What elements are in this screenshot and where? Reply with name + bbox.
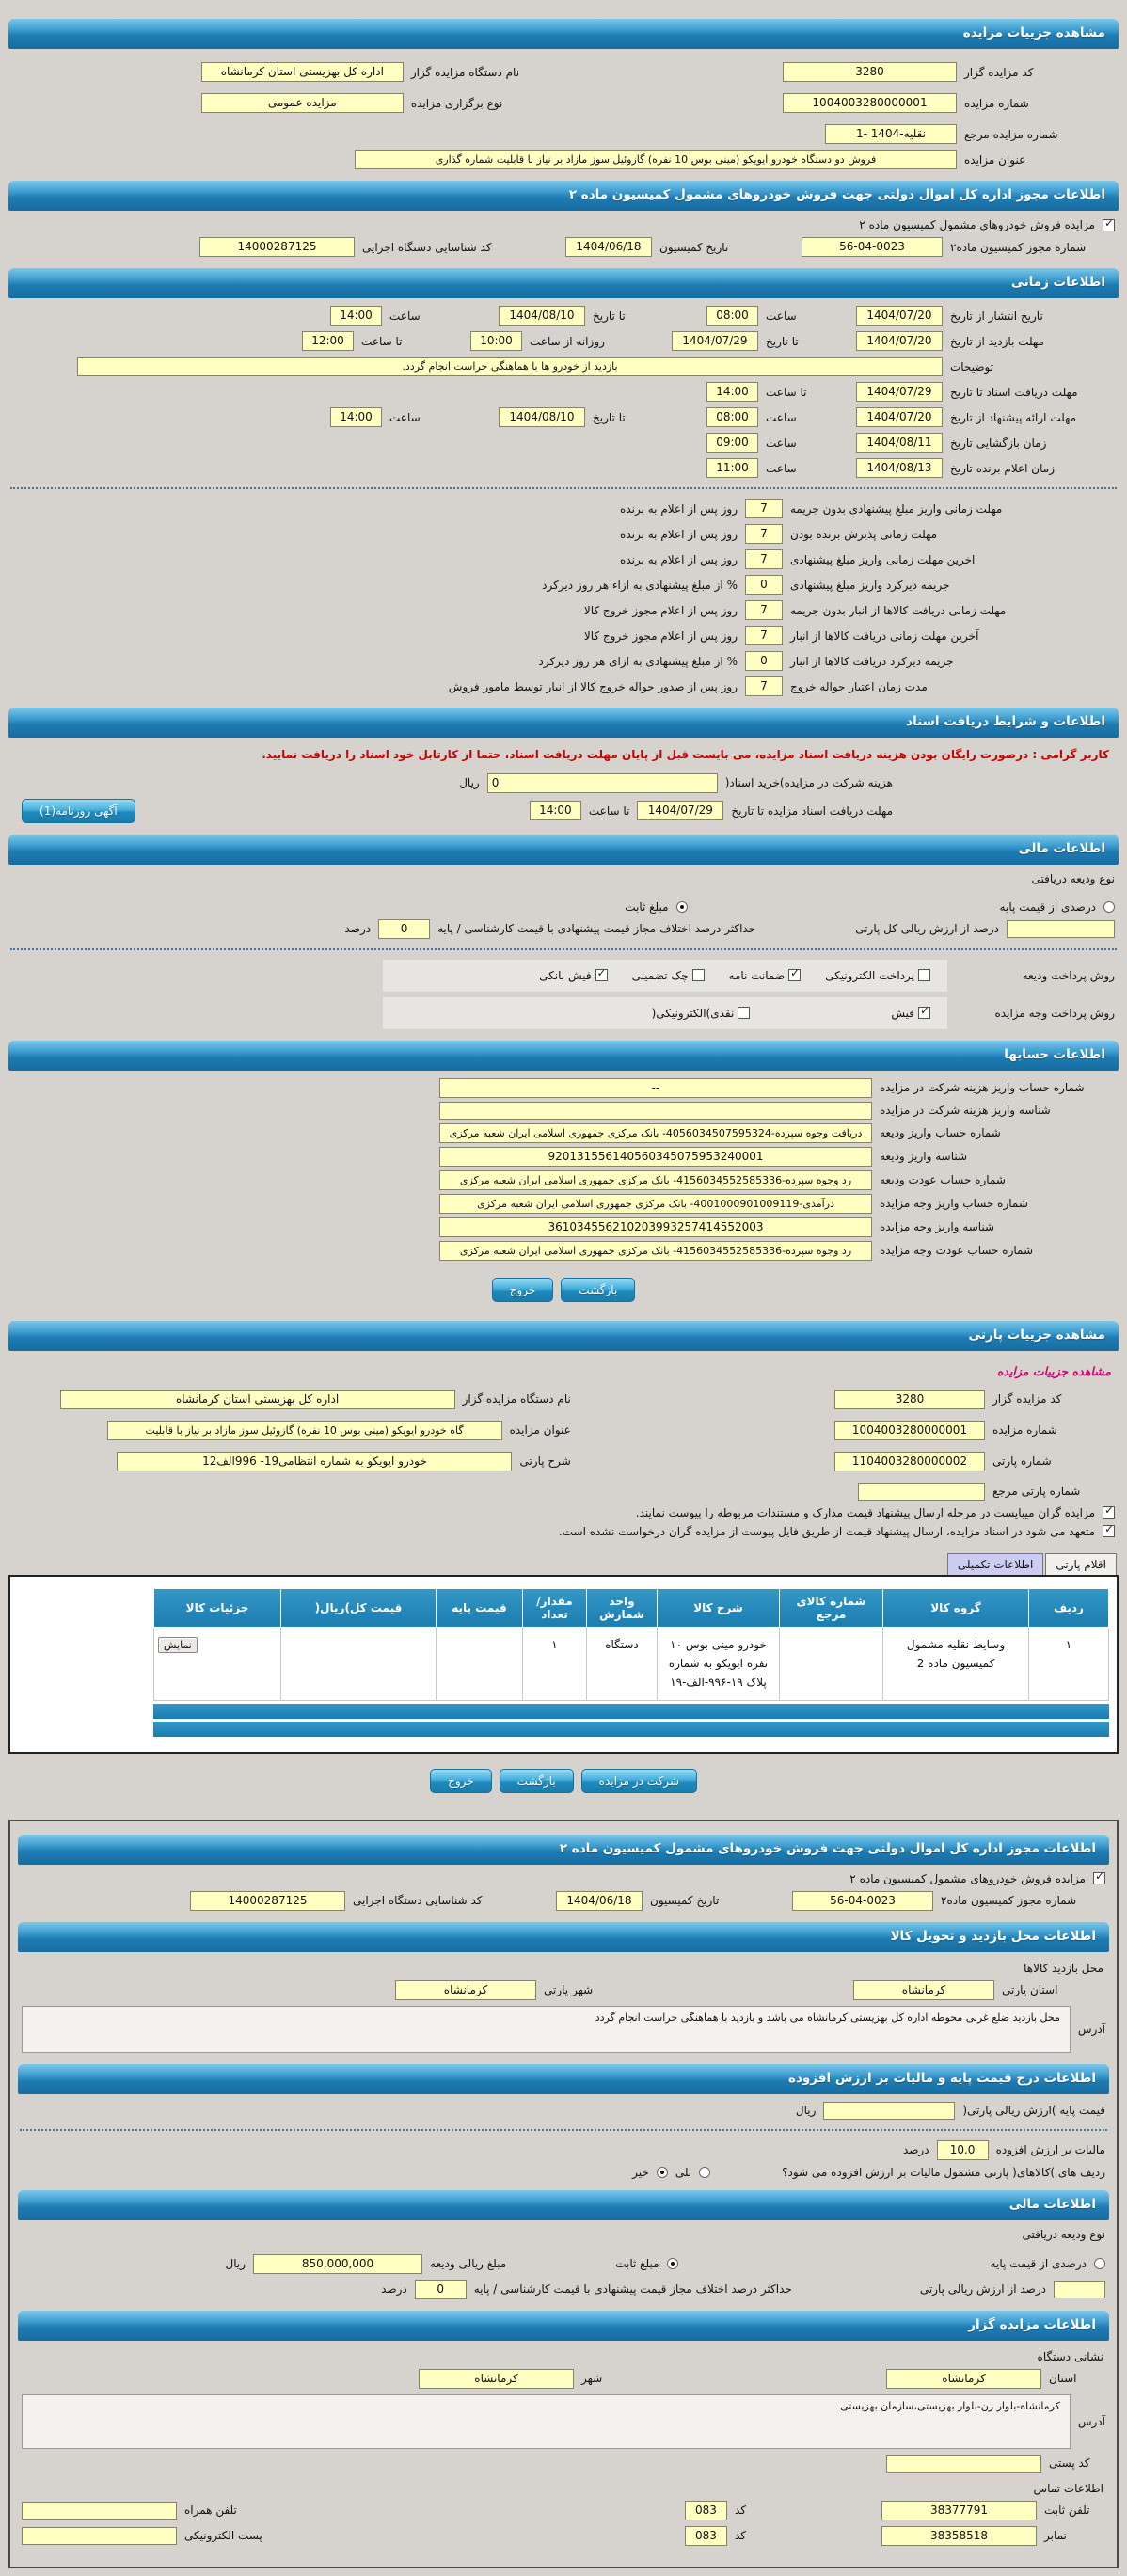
deposit-pay-method-label: روش پرداخت ودیعه <box>1022 968 1115 982</box>
commission-date-field[interactable]: 1404/06/18 <box>565 237 652 257</box>
docs-receive-deadline-label: مهلت دریافت اسناد مزایده تا تاریخ <box>731 803 893 818</box>
table-footer-bar <box>153 1722 1109 1737</box>
fax-code-field[interactable]: 083 <box>685 2526 727 2546</box>
max-diff-field[interactable]: 0 <box>415 2280 467 2299</box>
term-days-field[interactable]: 7 <box>745 499 783 518</box>
bank-receipt-checkbox[interactable] <box>595 969 608 981</box>
auction-type-label: نوع برگزاری مزایده <box>410 96 503 110</box>
back-button[interactable]: بازگشت <box>500 1769 574 1793</box>
auction-number-field[interactable]: 1004003280000001 <box>783 93 957 113</box>
account-label: شناسه واریز هزینه شرکت در مزایده <box>880 1104 1051 1118</box>
auction-subject-label: عنوان مزایده <box>964 152 1026 167</box>
term-label: جریمه دیرکرد دریافت کالاها از انبار <box>790 654 954 668</box>
visit-deadline-label: مهلت بازدید از تاریخ <box>950 334 1044 348</box>
account-label: شماره حساب واریز هزینه شرکت در مزایده <box>880 1081 1085 1095</box>
term-label: مدت زمان اعتبار حواله خروج <box>790 679 928 693</box>
winner-announce-label: زمان اعلام برنده تاریخ <box>950 461 1055 475</box>
percent-of-base-radio[interactable] <box>1103 901 1115 913</box>
auctioneer-code-label: کد مزایده گزار <box>964 65 1034 79</box>
commission-date-label: تاریخ کمیسیون <box>650 1894 720 1908</box>
commission-date-label: تاریخ کمیسیون <box>659 240 729 254</box>
party-details-header: مشاهده جزییات پارتی <box>8 1321 1119 1351</box>
auction-details-section <box>8 19 1119 1302</box>
party-auctioneer-code-field[interactable]: 3280 <box>834 1390 985 1409</box>
account-label: شماره حساب واریز ودیعه <box>880 1126 1001 1140</box>
docs-deadline-label: مهلت دریافت اسناد تا تاریخ <box>950 385 1078 399</box>
deposit-return-account-field[interactable]: رد وجوه سپرده-4156034552585336- بانک مرکزی جمهوری اسلامی ایران شعبه مرکزی <box>439 1170 872 1190</box>
permit-number-field[interactable]: 56-04-0023 <box>802 237 943 257</box>
visit-from-date-field[interactable]: 1404/07/20 <box>856 331 943 351</box>
party-auctioneer-name-label: نام دستگاه مزایده گزار <box>462 1392 571 1407</box>
notes-field[interactable]: بازدید از خودرو ها با هماهنگی حراست انجام گردد. <box>77 357 943 376</box>
party-number-label: شماره پارتی <box>992 1455 1052 1469</box>
offer-deadline-label: مهلت ارائه پیشنهاد از تاریخ <box>950 410 1077 424</box>
auction-ref-field[interactable]: نقلیه-1404 -1 <box>825 124 957 144</box>
cell-goods-ref <box>780 1627 883 1700</box>
docs-deadline-time-field[interactable]: 14:00 <box>706 382 758 402</box>
mobile-label: تلفن همراه <box>184 2504 237 2518</box>
docs-warning-text: کاربر گرامی : درصورت رایگان بودن هزینه دریافت اسناد مزایده، می بایست قبل از پایان مهلت دریافت اسناد، حتما از کارتابل خود اسناد را دریافت نمایید. <box>262 748 1109 761</box>
col-quantity: مقدار/ تعداد <box>523 1588 587 1627</box>
col-total-price: قیمت کل)ریال( <box>281 1588 437 1627</box>
daily-from-hour-label: روزانه از ساعت <box>530 334 605 348</box>
attach-docs-checkbox[interactable] <box>1103 1506 1115 1519</box>
winner-date-field[interactable]: 1404/08/13 <box>856 458 943 478</box>
term-suffix: روز پس از اعلام به برنده <box>620 527 738 541</box>
vat-no-radio[interactable] <box>657 2167 668 2178</box>
rial-label: ریال <box>225 2257 246 2271</box>
auction-ref-label: شماره مزایده مرجع <box>964 127 1058 141</box>
docs-receive-date-field[interactable]: 1404/07/29 <box>637 801 723 820</box>
publish-from-time-field[interactable]: 08:00 <box>706 306 758 326</box>
offer-from-date-field[interactable]: 1404/07/20 <box>856 407 943 427</box>
term-suffix: روز پس از اعلام مجوز خروج کالا <box>583 628 738 643</box>
party-desc-field[interactable]: خودرو ایویکو به شماره انتظامی19- 996الف12 <box>117 1452 512 1471</box>
party-value-percent-field[interactable] <box>1007 920 1115 938</box>
hour-label: ساعت <box>389 309 421 323</box>
dotted-separator <box>10 487 1117 489</box>
electronic-payment-label: پرداخت الکترونیکی <box>825 968 914 982</box>
term-label: مهلت زمانی پذیرش برنده بودن <box>790 527 938 541</box>
account-label: شماره حساب عودت ودیعه <box>880 1173 1006 1187</box>
show-details-button[interactable]: نمایش <box>158 1637 198 1653</box>
term-days-field[interactable]: 7 <box>745 524 783 544</box>
cell-count-unit: دستگاه <box>587 1627 658 1700</box>
party-items-tablebox <box>8 1575 1119 1754</box>
vat-yes-radio[interactable] <box>699 2167 710 2178</box>
province-field[interactable]: کرمانشاه <box>886 2369 1041 2389</box>
fixed-amount-radio-label: مبلغ ثابت <box>615 2257 659 2271</box>
auction-pay-method-panel <box>383 997 947 1029</box>
until-date-label: تا تاریخ <box>766 334 799 348</box>
agency-address-textarea[interactable]: کرمانشاه-بلوار زن-بلوار بهزیستی،سازمان بهزیستی <box>22 2394 1071 2449</box>
cell-quantity: ۱ <box>523 1627 587 1700</box>
term-percent-field[interactable]: 0 <box>745 651 783 671</box>
deposit-type-label: نوع ودیعه دریافتی <box>1022 2227 1105 2241</box>
postal-code-field[interactable] <box>886 2455 1041 2473</box>
term-suffix: % از مبلغ پیشنهادی به ازاء هر روز دیرکرد <box>542 578 738 592</box>
term-days-field[interactable]: 7 <box>745 676 783 696</box>
agency-code-field[interactable]: 14000287125 <box>190 1891 345 1911</box>
visit-location-subtitle: محل بازدید کالاها <box>1024 1961 1103 1975</box>
party-tabs <box>10 1553 1117 1575</box>
agency-code-label: کد شناسایی دستگاه اجرایی <box>353 1894 483 1908</box>
publish-from-date-field[interactable]: 1404/07/20 <box>856 306 943 326</box>
party-auction-number-label: شماره مزایده <box>992 1423 1057 1438</box>
docs-deadline-date-field[interactable]: 1404/07/29 <box>856 382 943 402</box>
auction-pay-method-label: روش پرداخت وجه مزایده <box>994 1006 1115 1020</box>
party-ref-label: شماره پارتی مرجع <box>992 1485 1081 1499</box>
term-percent-field[interactable]: 0 <box>745 575 783 595</box>
fixed-amount-radio-label: مبلغ ثابت <box>625 899 669 914</box>
fax-code-label: کد <box>734 2529 746 2543</box>
deposit-id-field[interactable]: 920131556140560345075953240001 <box>439 1147 872 1167</box>
opening-time-label: زمان بازگشایی تاریخ <box>950 436 1047 450</box>
account-label: شناسه واریز وجه مزایده <box>880 1220 995 1234</box>
term-label: آخرین مهلت زمانی دریافت کالاها از انبار <box>790 628 979 643</box>
deposit-type-label: نوع ودیعه دریافتی <box>1031 871 1115 885</box>
permit-section-header: اطلاعات مجوز اداره کل اموال دولتی جهت فروش خودروهای مشمول کمیسیون ماده ۲ <box>8 181 1119 211</box>
docs-terms-header: اطلاعات و شرایط دریافت اسناد <box>8 708 1119 738</box>
until-hour-label: تا ساعت <box>361 334 403 348</box>
party-auction-number-field[interactable]: 1004003280000001 <box>834 1421 985 1440</box>
hour-label: ساعت <box>766 309 797 323</box>
base-price-field[interactable] <box>823 2102 955 2120</box>
term-label: جریمه دیرکرد واریز مبلغ پیشنهادی <box>790 578 950 592</box>
attach-docs-checkbox-label: مزایده گران میبایست در مرحله ارسال پیشنهاد قیمت مدارک و مستندات مربوطه را پیوست نمایند. <box>635 1505 1095 1519</box>
auctioneer-name-label: نام دستگاه مزایده گزار <box>410 65 520 79</box>
term-days-field[interactable]: 7 <box>745 626 783 645</box>
participation-fee-field[interactable]: 0 <box>487 773 718 793</box>
phone-field[interactable]: 38377791 <box>881 2501 1037 2520</box>
percent-label: درصد <box>902 2143 929 2157</box>
fax-field[interactable]: 38358518 <box>881 2526 1037 2546</box>
phone-code-label: کد <box>734 2504 746 2518</box>
visit-to-time-field[interactable]: 12:00 <box>302 331 354 351</box>
exit-button[interactable]: خروج <box>492 1278 554 1302</box>
hour-label: ساعت <box>766 461 797 475</box>
max-diff-label: حداکثر درصد اختلاف مجاز قیمت پیشنهادی با قیمت کارشناسی / پایه <box>437 922 756 936</box>
term-suffix: روز پس از اعلام به برنده <box>620 552 738 566</box>
auctioneer-info-header: اطلاعات مزایده گزار <box>18 2311 1109 2341</box>
col-goods-desc: شرح کالا <box>658 1588 780 1627</box>
vat-yes-label: بلی <box>675 2165 692 2179</box>
term-label: مهلت زمانی واریز مبلغ پیشنهادی بدون جریمه <box>790 501 1003 516</box>
deposit-amount-label: مبلغ ریالی ودیعه <box>430 2257 507 2271</box>
visit-from-time-field[interactable]: 10:00 <box>470 331 522 351</box>
party-items-table <box>153 1588 1109 1701</box>
auctioneer-name-field[interactable]: اداره کل بهزیستی استان کرمانشاه <box>201 62 404 82</box>
term-suffix: روز پس از اعلام به برنده <box>620 501 738 516</box>
rial-label: ریال <box>459 776 480 790</box>
term-suffix: روز پس از اعلام مجوز خروج کالا <box>583 603 738 617</box>
max-diff-label: حداکثر درصد اختلاف مجاز قیمت پیشنهادی با قیمت کارشناسی / پایه <box>473 2282 792 2297</box>
cell-total-price <box>281 1627 437 1700</box>
agency-code-label: کد شناسایی دستگاه اجرایی <box>362 240 492 254</box>
tab-party-items[interactable]: اقلام پارتی <box>1045 1553 1117 1575</box>
offer-to-time-field[interactable]: 14:00 <box>330 407 382 427</box>
col-row-number: ردیف <box>1029 1588 1109 1627</box>
offer-to-date-field[interactable]: 1404/08/10 <box>499 407 585 427</box>
certified-check-checkbox[interactable] <box>692 969 705 981</box>
fax-label: نمابر <box>1044 2529 1067 2543</box>
winner-time-field[interactable]: 11:00 <box>706 458 758 478</box>
certified-check-label: چک تضمینی <box>631 968 689 982</box>
party-value-percent-field[interactable] <box>1054 2281 1105 2298</box>
party-value-percent-label: درصد از ارزش ریالی پارتی <box>919 2282 1046 2297</box>
exit-button[interactable]: خروج <box>430 1769 492 1793</box>
auction-pay-account-field[interactable]: درآمدی-4001000901009119- بانک مرکزی جمهوری اسلامی ایران شعبه مرکزی <box>439 1194 872 1214</box>
until-date-label: تا تاریخ <box>593 410 626 424</box>
hour-label: ساعت <box>766 436 797 450</box>
offer-from-time-field[interactable]: 08:00 <box>706 407 758 427</box>
tab-additional-info[interactable]: اطلاعات تکمیلی <box>947 1553 1043 1575</box>
col-goods-details: جزئیات کالا <box>154 1588 281 1627</box>
term-days-field[interactable]: 7 <box>745 600 783 620</box>
cell-goods-group: وسایط نقلیه مشمول کمیسیون ماده 2 <box>883 1627 1029 1700</box>
participation-fee-label: هزینه شرکت در مزایده)خرید اسناد( <box>724 776 893 790</box>
opening-time-field[interactable]: 09:00 <box>706 433 758 453</box>
account-label: شماره حساب واریز وجه مزایده <box>880 1197 1028 1211</box>
auction-details-header: مشاهده جزییات مزایده <box>8 19 1119 49</box>
party-info-box <box>8 1820 1119 2568</box>
phone-code-field[interactable]: 083 <box>685 2501 727 2520</box>
visit-address-label: آدرس <box>1077 2022 1105 2036</box>
postal-code-label: کد پستی <box>1049 2457 1090 2471</box>
max-diff-field[interactable]: 0 <box>378 919 430 939</box>
account-label: شماره حساب عودت وجه مزایده <box>880 1244 1034 1258</box>
party-details-section <box>8 1321 1119 1793</box>
guarantee-checkbox[interactable] <box>788 969 801 981</box>
phone-label: تلفن ثابت <box>1044 2504 1090 2518</box>
party-number-field[interactable]: 1104003280000002 <box>834 1452 985 1471</box>
vat-field[interactable]: 10.0 <box>937 2140 989 2160</box>
until-hour-label: تا ساعت <box>588 803 630 818</box>
auctioneer-code-field[interactable]: 3280 <box>783 62 957 82</box>
table-row <box>154 1627 1109 1700</box>
account-label: شناسه واریز ودیعه <box>880 1150 968 1164</box>
vat-question-label: ردیف های )کالاهای( پارتی مشمول مالیات بر ارزش افزوده می شود؟ <box>782 2165 1105 2179</box>
base-price-label: قیمت پایه )ارزش ریالی پارتی( <box>962 2104 1105 2118</box>
hour-label: ساعت <box>766 410 797 424</box>
rial-label: ریال <box>795 2104 817 2118</box>
accounts-section-header: اطلاعات حسابها <box>8 1041 1119 1071</box>
party-auctioneer-code-label: کد مزایده گزار <box>992 1392 1062 1407</box>
term-days-field[interactable]: 7 <box>745 549 783 569</box>
permit-number-label: شماره مجوز کمیسیون ماده۲ <box>941 1894 1077 1908</box>
party-city-label: شهر پارتی <box>544 1983 594 1997</box>
receipt-label: فیش <box>891 1006 914 1020</box>
commission-date-field[interactable]: 1404/06/18 <box>556 1891 643 1911</box>
term-suffix: % از مبلغ پیشنهادی به ازای هر روز دیرکرد <box>538 654 738 668</box>
auction-return-account-field[interactable]: رد وجوه سپرده-4156034552585336- بانک مرکزی جمهوری اسلامی ایران شعبه مرکزی <box>439 1241 872 1261</box>
dotted-separator <box>10 948 1117 950</box>
bottom-finance-header: اطلاعات مالی <box>18 2190 1109 2220</box>
auction-subject-field[interactable]: فروش دو دستگاه خودرو ایویکو (مینی بوس 10 نفره) گازوئیل سوز مازاد بر نیاز با قابلیت شماره گذاری <box>355 150 957 169</box>
deposit-account-field[interactable]: دریافت وجوه سپرده-4056034507595324- بانک مرکزی جمهوری اسلامی ایران شعبه مرکزی <box>439 1123 872 1143</box>
city-label: شهر <box>581 2372 603 2386</box>
party-province-label: استان پارتی <box>1002 1983 1058 1997</box>
col-goods-ref-number: شماره کالای مرجع <box>780 1588 883 1627</box>
notes-label: توضیحات <box>950 359 994 374</box>
mobile-field[interactable] <box>22 2502 177 2520</box>
party-auction-subject-label: عنوان مزایده <box>509 1423 571 1438</box>
no-file-offer-checkbox[interactable] <box>1103 1525 1115 1537</box>
email-label: پست الکترونیکی <box>184 2529 262 2543</box>
visit-location-header: اطلاعات محل بازدید و تحویل کالا <box>18 1922 1109 1952</box>
col-goods-group: گروه کالا <box>883 1588 1029 1627</box>
cell-base-price <box>437 1627 523 1700</box>
city-field[interactable]: کرمانشاه <box>419 2369 574 2389</box>
party-desc-label: شرح پارتی <box>519 1455 571 1469</box>
percent-label: درصد <box>344 922 372 936</box>
table-footer-bar <box>153 1704 1109 1719</box>
vat-no-label: خیر <box>632 2165 649 2179</box>
fixed-amount-radio[interactable] <box>676 901 688 913</box>
percent-label: درصد <box>381 2282 407 2297</box>
province-label: استان <box>1049 2372 1077 2386</box>
auction-number-label: شماره مزایده <box>964 96 1029 110</box>
vat-label: مالیات بر ارزش افزوده <box>995 2143 1105 2157</box>
agency-address-label: آدرس <box>1077 2414 1105 2428</box>
term-suffix: روز پس از صدور حواله خروج کالا از انبار توسط مامور فروش <box>448 679 738 693</box>
hour-label: ساعت <box>389 410 421 424</box>
until-hour-label: تا ساعت <box>766 385 807 399</box>
receipt-checkbox[interactable] <box>918 1007 930 1019</box>
percent-of-base-radio[interactable] <box>1094 2258 1105 2269</box>
publish-date-label: تاریخ انتشار از تاریخ <box>950 309 1043 323</box>
no-file-offer-checkbox-label: متعهد می شود در اسناد مزایده، ارسال پیشنهاد قیمت از طریق فایل پیوست از مزایده گران درخواست نشده است. <box>558 1524 1095 1538</box>
guarantee-label: ضمانت نامه <box>728 968 786 982</box>
agency-code-field[interactable]: 14000287125 <box>199 237 355 257</box>
electronic-payment-checkbox[interactable] <box>918 969 930 981</box>
back-button[interactable]: بازگشت <box>561 1278 635 1302</box>
cash-electronic-checkbox[interactable] <box>738 1007 750 1019</box>
fixed-amount-radio[interactable] <box>667 2258 678 2269</box>
article2-checkbox[interactable] <box>1103 219 1115 231</box>
permit-number-field[interactable]: 56-04-0023 <box>792 1891 933 1911</box>
auction-pay-id-field[interactable]: 361034556210203993257414552003 <box>439 1217 872 1237</box>
party-province-field[interactable]: کرمانشاه <box>853 1980 994 2000</box>
visit-to-date-field[interactable]: 1404/07/29 <box>672 331 758 351</box>
until-date-label: تا تاریخ <box>593 309 626 323</box>
party-auctioneer-name-field[interactable]: اداره کل بهزیستی استان کرمانشاه <box>60 1390 455 1409</box>
percent-of-base-radio-label: درصدی از قیمت پایه <box>999 899 1096 914</box>
contact-info-subtitle: اطلاعات تماس <box>1033 2481 1103 2495</box>
term-label: اخرین مهلت زمانی واریز مبلغ پیشنهادی <box>790 552 976 566</box>
newspaper-ad-button[interactable]: آگهی روزنامه(1) <box>22 799 135 823</box>
cell-row-number: ۱ <box>1029 1627 1109 1700</box>
publish-to-time-field[interactable]: 14:00 <box>330 306 382 326</box>
fee-deposit-id-field[interactable] <box>439 1102 872 1120</box>
bank-receipt-label: فیش بانکی <box>539 968 592 982</box>
party-city-field[interactable]: کرمانشاه <box>395 1980 536 2000</box>
party-ref-field[interactable] <box>858 1483 985 1501</box>
email-field[interactable] <box>22 2527 177 2545</box>
permit-number-label: شماره مجوز کمیسیون ماده۲ <box>950 240 1087 254</box>
finance-section-header: اطلاعات مالی <box>8 835 1119 865</box>
article2-checkbox[interactable] <box>1093 1872 1105 1884</box>
party-auction-subject-field[interactable]: گاه خودرو ایویکو (مینی بوس 10 نفره) گازوئیل سوز مازاد بر نیاز با قابلیت <box>107 1421 502 1440</box>
bottom-permit-header: اطلاعات مجوز اداره کل اموال دولتی جهت فروش خودروهای مشمول کمیسیون ماده ۲ <box>18 1835 1109 1865</box>
auction-details-link[interactable]: مشاهده جزییات مزایده <box>996 1363 1111 1378</box>
auction-type-field[interactable]: مزایده عمومی <box>201 93 404 113</box>
article2-checkbox-label: مزایده فروش خودروهای مشمول کمیسیون ماده ۲ <box>859 218 1095 231</box>
fee-account-field[interactable]: -- <box>439 1078 872 1098</box>
party-value-percent-label: درصد از ارزش ریالی کل پارتی <box>855 922 999 936</box>
base-price-vat-header: اطلاعات درج قیمت پایه و مالیات بر ارزش افزوده <box>18 2064 1109 2094</box>
cash-electronic-label: نقدی)الکترونیکی( <box>651 1006 735 1020</box>
cell-goods-desc: خودرو مینی بوس ۱۰ نفره ایویکو به شماره پلاک ۱۹-۹۹۶-الف-۱۹ <box>658 1627 780 1700</box>
time-section-header: اطلاعات زمانی <box>8 268 1119 298</box>
deposit-pay-method-panel <box>383 960 947 992</box>
participate-button[interactable]: شرکت در مزایده <box>581 1769 697 1793</box>
percent-of-base-radio-label: درصدی از قیمت پایه <box>990 2257 1087 2271</box>
opening-date-field[interactable]: 1404/08/11 <box>856 433 943 453</box>
article2-checkbox-label: مزایده فروش خودروهای مشمول کمیسیون ماده ۲ <box>849 1871 1086 1885</box>
col-count-unit: واحد شمارش <box>587 1588 658 1627</box>
agency-address-subtitle: نشانی دستگاه <box>1037 2349 1103 2363</box>
visit-address-textarea[interactable]: محل بازدید ضلع غربی محوطه اداره کل بهزیستی کرمانشاه می باشد و بازدید با هماهنگی حراست انجام گردد <box>22 2006 1071 2053</box>
deposit-amount-field[interactable]: 850,000,000 <box>253 2254 422 2274</box>
term-label: مهلت زمانی دریافت کالاها از انبار بدون جریمه <box>790 603 1007 617</box>
docs-receive-time-field[interactable]: 14:00 <box>530 801 581 820</box>
col-base-price: قیمت پایه <box>437 1588 523 1627</box>
dotted-separator <box>20 2129 1107 2131</box>
publish-to-date-field[interactable]: 1404/08/10 <box>499 306 585 326</box>
